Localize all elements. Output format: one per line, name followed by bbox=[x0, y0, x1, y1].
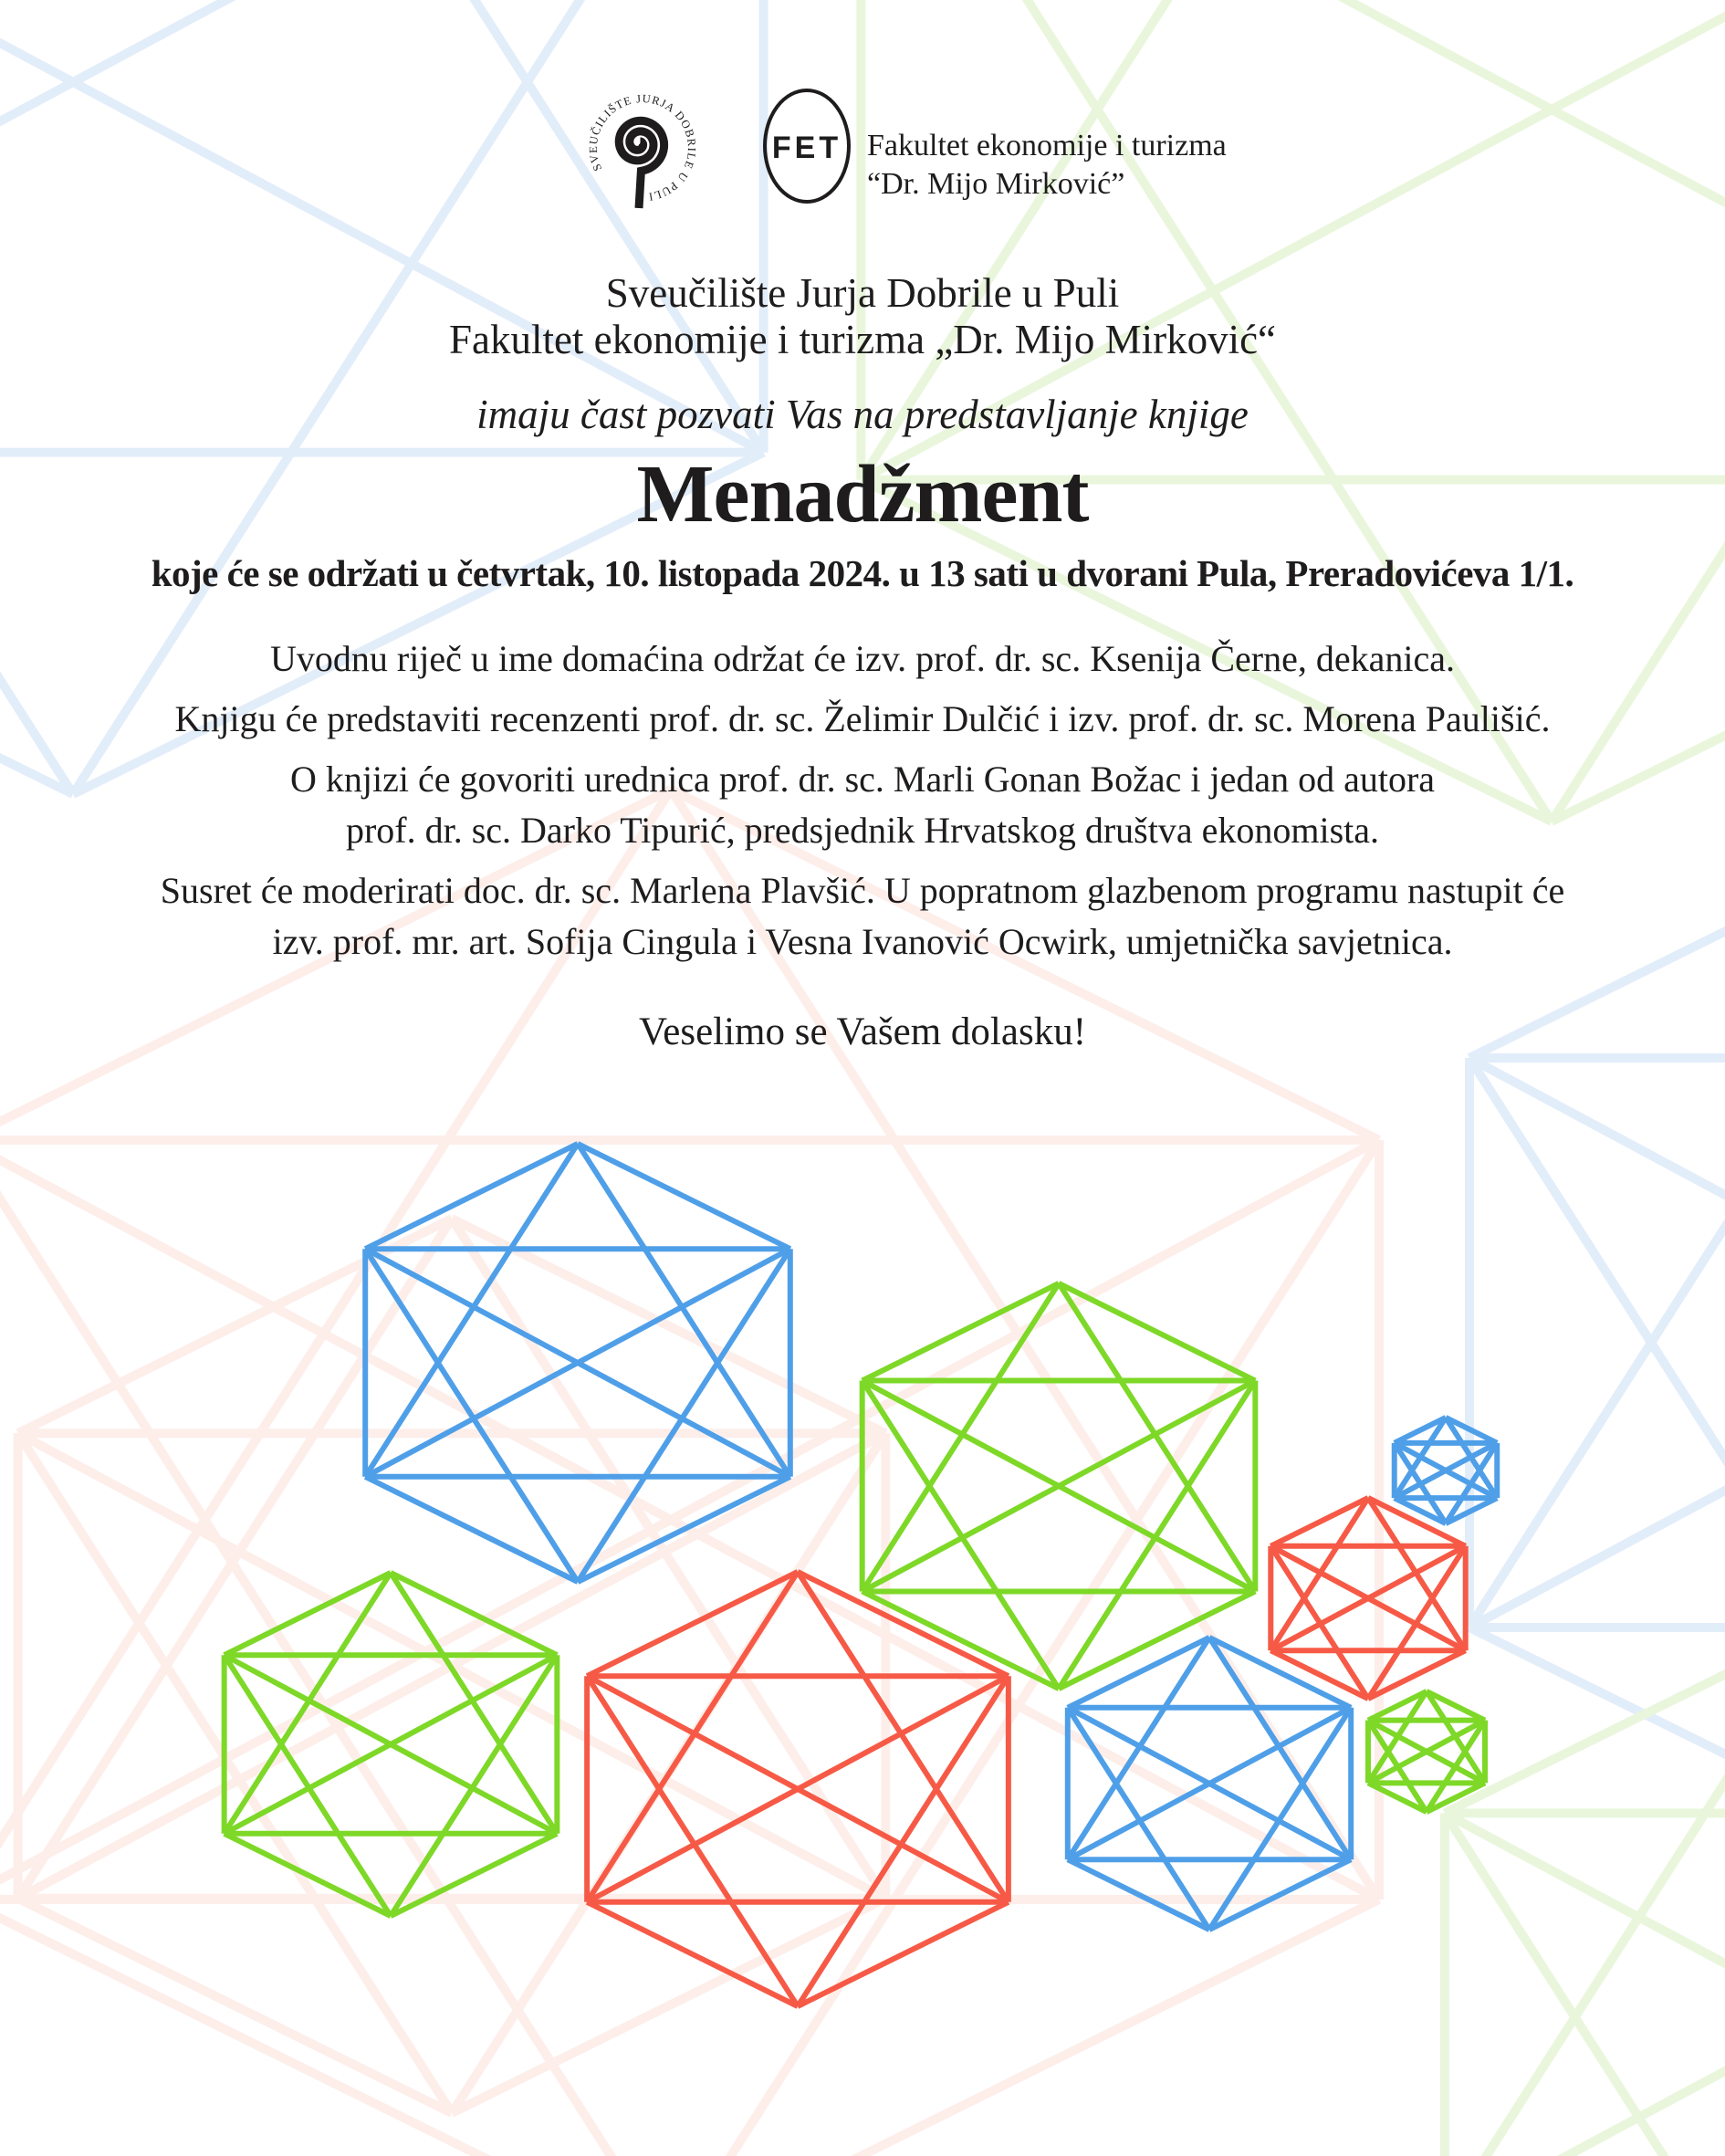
intro-line: imaju čast pozvati Vas na predstavljanje knjige bbox=[476, 392, 1249, 437]
faculty-name-line1: Fakultet ekonomije i turizma bbox=[867, 129, 1227, 162]
faculty-name bbox=[867, 129, 1227, 201]
body-paragraph bbox=[0, 754, 1725, 856]
faculty-name-line2: “Dr. Mijo Mirković” bbox=[867, 167, 1125, 201]
book-title: Menadžment bbox=[636, 449, 1089, 539]
event-details: koje će se održati u četvrtak, 10. listopada 2024. u 13 sati u dvorani Pula, Preradovićeva 1/1. bbox=[151, 552, 1574, 594]
icosahedron-faint-green-bottomright bbox=[1445, 1625, 1725, 2156]
icosahedron-green-middle bbox=[862, 1283, 1256, 1689]
body-line: Uvodnu riječ u ime domaćina održat će izv. prof. dr. sc. Ksenija Černe, dekanica. bbox=[269, 638, 1456, 679]
fet-badge-label: FET bbox=[771, 131, 842, 165]
body-paragraph bbox=[0, 865, 1725, 968]
body-paragraphs bbox=[0, 633, 1725, 968]
body-line: Susret će moderirati doc. dr. sc. Marlena Plavšić. U popratnom glazbenom programu nastupit će bbox=[160, 870, 1565, 911]
body-line: O knjizi će govoriti urednica prof. dr. sc. Marli Gonan Božac i jedan od autora bbox=[289, 759, 1436, 800]
fet-logo bbox=[765, 90, 849, 202]
body-paragraph bbox=[0, 633, 1725, 685]
icosahedron-green-small bbox=[1368, 1691, 1485, 1812]
university-seal-logo bbox=[587, 92, 698, 208]
header-logos bbox=[0, 0, 1278, 237]
body-line: prof. dr. sc. Darko Tipurić, predsjednik Hrvatskog društva ekonomista. bbox=[345, 810, 1380, 851]
host-line-1: Sveučilište Jurja Dobrile u Puli bbox=[605, 270, 1120, 316]
body-line: izv. prof. mr. art. Sofija Cingula i Vesna Ivanović Ocwirk, umjetnička savjetnica. bbox=[272, 921, 1453, 962]
host-line-2: Fakultet ekonomije i turizma „Dr. Mijo Mirković“ bbox=[448, 317, 1277, 362]
closing-line: Veselimo se Vašem dolasku! bbox=[638, 1010, 1087, 1053]
body-paragraph bbox=[0, 694, 1725, 745]
icosahedron-blue-small bbox=[1395, 1418, 1498, 1523]
icosahedron-red-small bbox=[1270, 1498, 1465, 1699]
body-line: Knjigu će predstaviti recenzenti prof. dr. sc. Želimir Dulčić i izv. prof. dr. sc. Morena Paulišić. bbox=[174, 698, 1551, 739]
university-seal-text: SVEUČILIŠTE JURJA DOBRILE U PULI bbox=[586, 91, 699, 204]
